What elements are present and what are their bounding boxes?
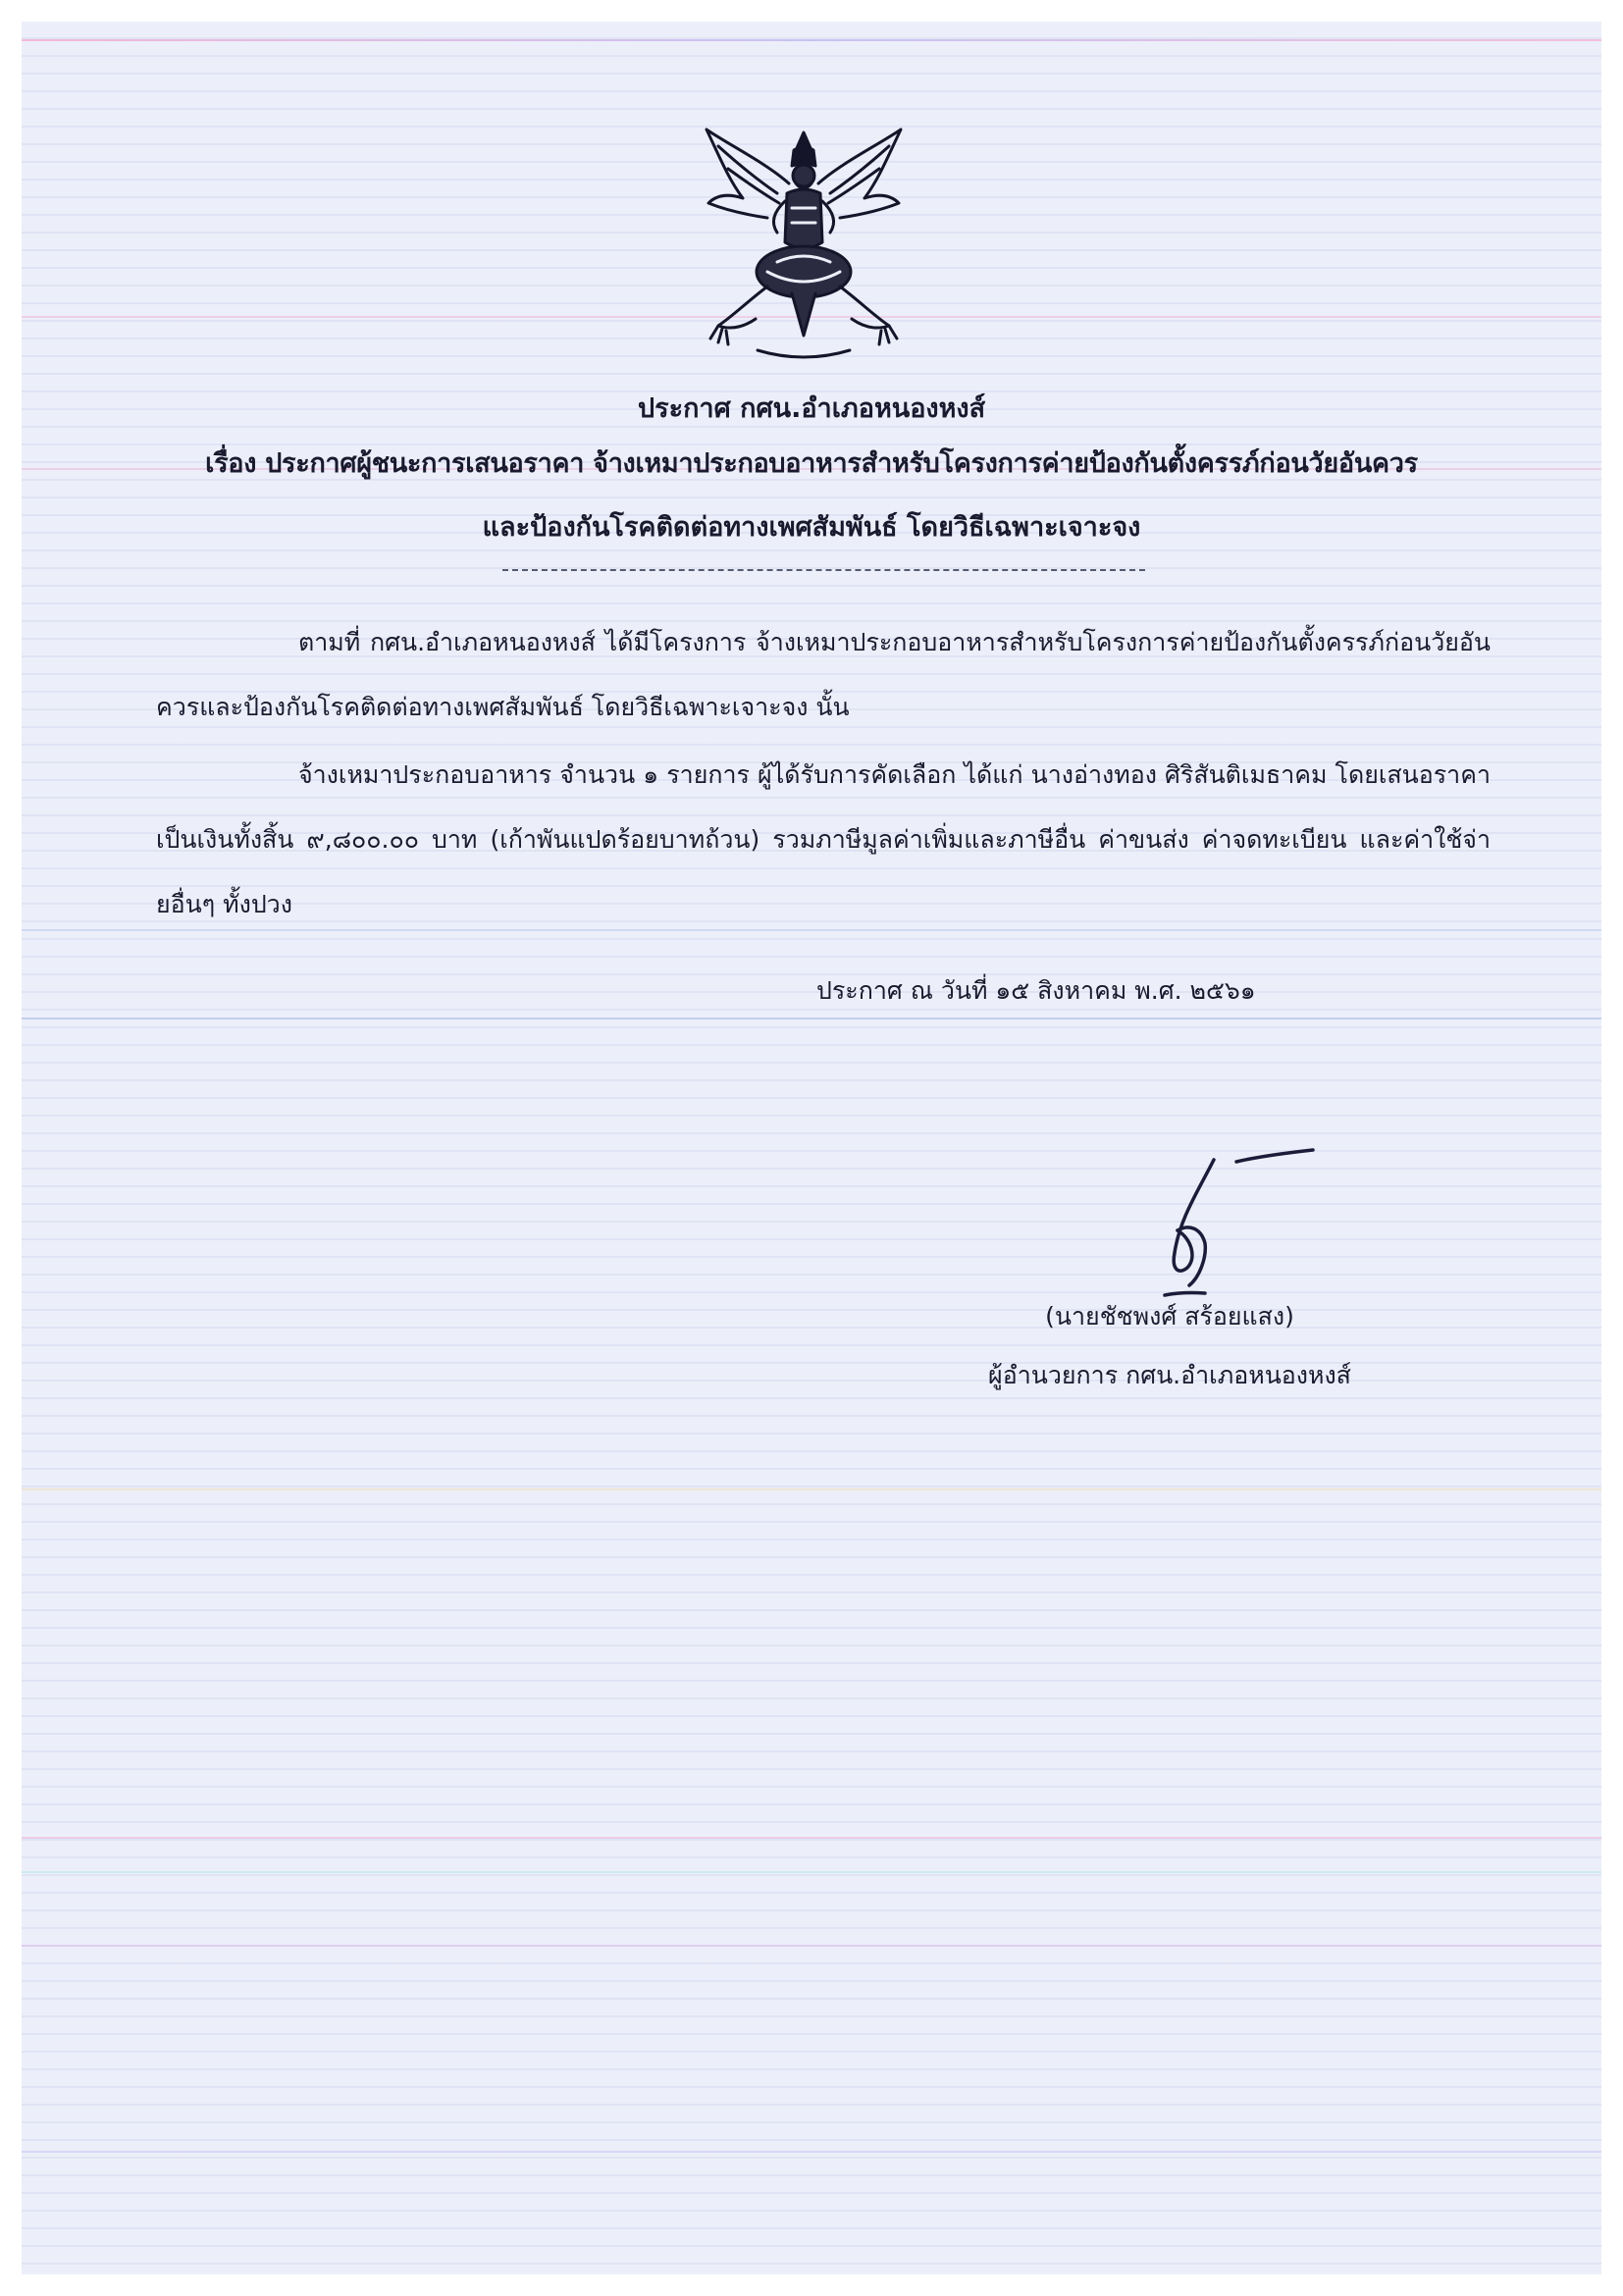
signer-block (905, 1287, 1435, 1405)
scan-streak (22, 1871, 1601, 1873)
signer-name: (นายชัชพงศ์ สร้อยแสง) (1045, 1302, 1294, 1331)
divider (502, 569, 1145, 571)
document-title: ประกาศ กศน.อำเภอหนองหงส์ (637, 393, 986, 424)
announcement-date: ประกาศ ณ วันที่ ๑๕ สิงหาคม พ.ศ. ๒๕๖๑ (816, 976, 1256, 1005)
subject-line-2: และป้องกันโรคติดต่อทางเพศสัมพันธ์ โดยวิธีเฉพาะเจาะจง (482, 512, 1141, 543)
scan-streak (22, 1488, 1601, 1490)
subject-line-1: เรื่อง ประกาศผู้ชนะการเสนอราคา จ้างเหมาประกอบอาหารสำหรับโครงการค่ายป้องกันตั้งครรภ์ก่อนวัยอันควร (205, 448, 1418, 479)
scan-streak (22, 1837, 1601, 1839)
garuda-emblem-icon (699, 125, 910, 365)
body-paragraph-2: จ้างเหมาประกอบอาหาร จำนวน ๑ รายการ ผู้ได้รับการคัดเลือก ได้แก่ นางอ่างทอง ศิริสันติเมธาคม โดยเสนอราคา เป็นเงินทั้งสิ้น ๙,๘๐๐.๐๐ บาท (เก้าพันแปดร้อยบาทถ้วน) รวมภาษีมูลค่าเพิ่มและภาษีอื่น ค่าขนส่ง ค่าจดทะเบียน และค่าใช้จ่ายอื่นๆ ทั้งปวง (156, 760, 1491, 918)
scan-streak (22, 1945, 1601, 1947)
document-page (22, 22, 1601, 2274)
scan-streak (22, 1018, 1601, 1019)
scan-streak (22, 2151, 1601, 2153)
signature (1121, 1121, 1346, 1297)
signer-position: ผู้อำนวยการ กศน.อำเภอหนองหงส์ (988, 1361, 1351, 1389)
body-paragraph-1: ตามที่ กศน.อำเภอหนองหงส์ ได้มีโครงการ จ้างเหมาประกอบอาหารสำหรับโครงการค่ายป้องกันตั้งครรภ์ก่อนวัยอันควรและป้องกันโรคติดต่อทางเพศสัมพันธ์ โดยวิธีเฉพาะเจาะจง นั้น (156, 628, 1491, 721)
scan-streak (22, 39, 1601, 41)
